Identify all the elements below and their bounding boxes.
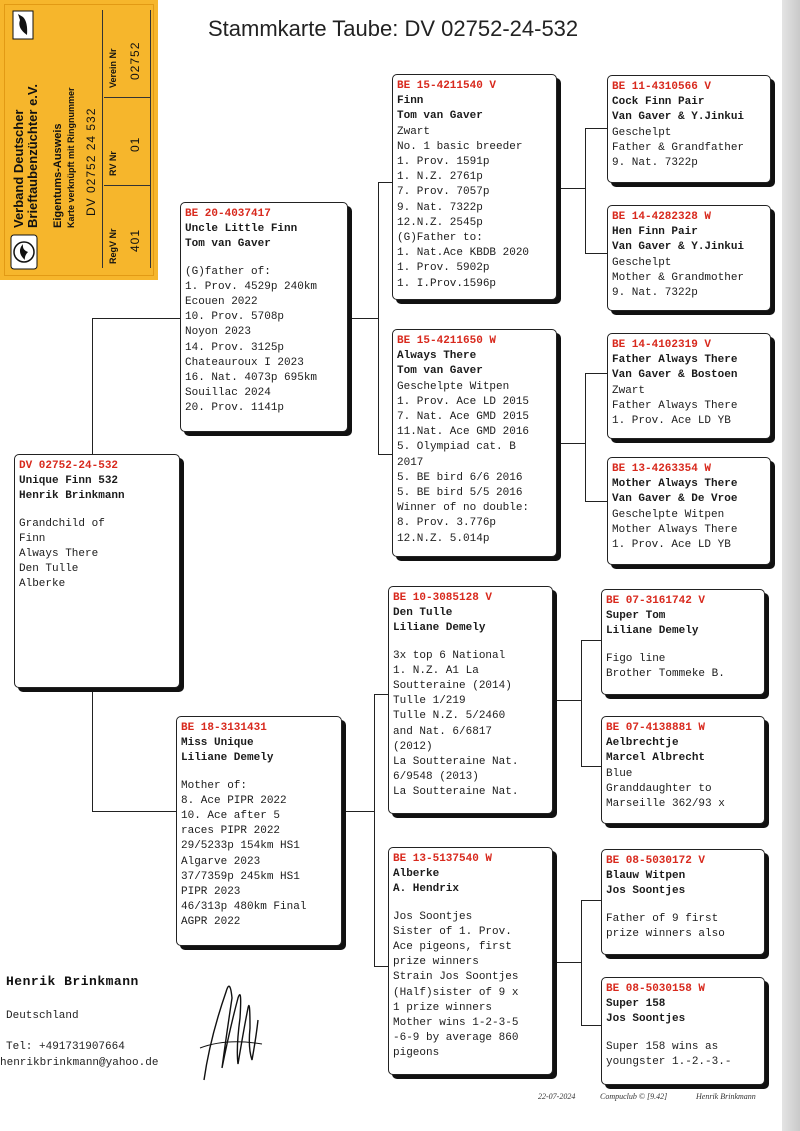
info-line: Ace pigeons, first (393, 941, 512, 954)
info-line: Super 158 wins as (606, 1040, 719, 1053)
info-line: 5. BE bird 5/5 2016 (397, 487, 523, 500)
handwritten-signature (196, 968, 266, 1088)
sire-box (180, 202, 348, 432)
connector-line (585, 373, 586, 501)
breeder-country: Deutschland (6, 1010, 79, 1022)
card-divider (150, 10, 151, 268)
info-line: Father & Grandfather (612, 141, 745, 154)
card-org-line2: Brieftaubenzüchter e.V. (25, 83, 40, 228)
info-line: (G)Father to: (397, 232, 483, 245)
ring-number: DV 02752-24-532 (19, 460, 119, 472)
info-line: 1. Prov. Ace LD 2015 (397, 395, 530, 408)
connector-line (374, 694, 388, 695)
breeder-name: Van Gaver & Y.Jinkui (612, 111, 745, 124)
info-line: 46/313p 480km Final (181, 901, 307, 914)
info-line: 1. Prov. Ace LD YB (612, 539, 731, 552)
info-line: Geschelpt (612, 256, 672, 269)
connector-line (348, 318, 378, 319)
info-line: 1. Prov. Ace LD YB (612, 415, 731, 428)
breeder-name: Van Gaver & Y.Jinkui (612, 241, 745, 254)
info-line: Soutteraine (2014) (393, 680, 512, 693)
breeder-name: Jos Soontjes (606, 885, 686, 898)
breeder-name: Van Gaver & Bostoen (612, 369, 738, 382)
dam-sire-box (388, 586, 553, 814)
info-line: Always There (19, 548, 99, 561)
dam-dam-dam-box (601, 977, 765, 1085)
connector-line (374, 694, 375, 966)
info-line: Winner of no double: (397, 502, 530, 515)
info-line: Marseille 362/93 x (606, 798, 725, 811)
info-line: 14. Prov. 3125p (185, 341, 285, 354)
page-title: Stammkarte Taube: DV 02752-24-532 (208, 16, 579, 41)
connector-line (378, 182, 392, 183)
breeder-name: Tom van Gaver (397, 110, 483, 123)
dam-sire-sire-box (601, 589, 765, 695)
breeder-name: Henrik Brinkmann (19, 490, 125, 503)
ring-number: BE 10-3085128 V (393, 592, 493, 604)
pigeon-name: Aelbrechtje (606, 737, 679, 750)
info-line: No. 1 basic breeder (397, 140, 523, 153)
card-title: Eigentums-Ausweis (52, 123, 64, 228)
info-line: prize winners (393, 956, 479, 969)
card-rv-label: RV Nr (108, 151, 118, 176)
connector-line (378, 182, 379, 454)
info-line: 37/7359p 245km HS1 (181, 870, 300, 883)
info-line: Geschelpt (612, 126, 672, 139)
spacer (393, 898, 548, 910)
info-line: 1. Prov. 1591p (397, 156, 490, 169)
pigeon-name: Super Tom (606, 610, 666, 623)
pigeon-name: Super 158 (606, 998, 666, 1011)
connector-line (585, 128, 586, 253)
info-line: Granddaughter to (606, 782, 712, 795)
breeder-name: Jos Soontjes (606, 1013, 686, 1026)
connector-line (557, 188, 585, 189)
info-line: 10. Ace after 5 (181, 810, 281, 823)
info-line: Tulle 1/219 (393, 695, 466, 708)
info-line: 5. Olympiad cat. B (397, 441, 516, 454)
ring-number: BE 13-4263354 W (612, 463, 712, 475)
breeder-name: Liliane Demely (181, 752, 274, 765)
ring-number: BE 14-4102319 V (612, 339, 712, 351)
card-divider (104, 185, 150, 186)
info-line: La Soutteraine Nat. (393, 756, 519, 769)
info-line: -6-9 by average 860 (393, 1032, 519, 1045)
info-line: Grandchild of (19, 517, 105, 530)
info-line: Tulle N.Z. 5/2460 (393, 710, 506, 723)
info-line: and Nat. 6/6817 (393, 725, 493, 738)
pigeon-name: Father Always There (612, 354, 738, 367)
breeder-name: Tom van Gaver (185, 238, 271, 251)
info-line: races PIPR 2022 (181, 825, 281, 838)
info-line: 9. Nat. 7322p (612, 287, 698, 300)
info-line: Father of 9 first (606, 912, 719, 925)
info-line: Mother of: (181, 779, 248, 792)
info-line: 8. Prov. 3.776p (397, 517, 497, 530)
footer-date: 22-07-2024 (538, 1092, 576, 1101)
info-line: (G)father of: (185, 265, 271, 278)
footer-software: Compuclub © [9.42] (600, 1092, 668, 1101)
info-line: Strain Jos Soontjes (393, 971, 519, 984)
connector-line (92, 318, 93, 456)
info-line: Figo line (606, 652, 666, 665)
info-line: 1. N.Z. A1 La (393, 664, 479, 677)
info-line: Geschelpte Witpen (612, 508, 725, 521)
connector-line (92, 318, 181, 319)
association-logo-icon (10, 234, 38, 270)
info-line: (Half)sister of 9 x (393, 986, 519, 999)
sire-dam-box (392, 329, 557, 557)
info-line: Algarve 2023 (181, 855, 261, 868)
connector-line (553, 962, 581, 963)
connector-line (585, 373, 607, 374)
info-line: Noyon 2023 (185, 326, 252, 339)
breeder-email: henrikbrinkmann@yahoo.de (0, 1057, 159, 1069)
info-line: 9. Nat. 7322p (612, 157, 698, 170)
info-line: Alberke (19, 578, 66, 591)
info-line: Father Always There (612, 399, 738, 412)
connector-line (585, 128, 607, 129)
info-line: Mother Always There (612, 523, 738, 536)
connector-line (581, 640, 601, 641)
breeder-name: Marcel Albrecht (606, 752, 706, 765)
info-line: Blue (606, 767, 633, 780)
spacer (606, 640, 760, 652)
connector-line (581, 900, 601, 901)
info-line: 8. Ace PIPR 2022 (181, 794, 287, 807)
connector-line (581, 900, 582, 1025)
info-line: Den Tulle (19, 563, 79, 576)
info-line: 1. Nat.Ace KBDB 2020 (397, 247, 530, 260)
pigeon-name: Hen Finn Pair (612, 226, 698, 239)
ring-number: BE 15-4211650 W (397, 335, 497, 347)
pigeon-name: Den Tulle (393, 607, 453, 620)
info-line: PIPR 2023 (181, 886, 241, 899)
info-line: pigeons (393, 1047, 440, 1060)
pigeon-name: Alberke (393, 868, 440, 881)
ring-number: BE 07-3161742 V (606, 595, 706, 607)
info-line: AGPR 2022 (181, 916, 241, 929)
info-line: Zwart (612, 384, 646, 397)
page-edge-shadow (782, 0, 800, 1131)
ownership-card-content (4, 4, 154, 276)
connector-line (342, 811, 374, 812)
card-verein-value: 02752 (128, 41, 142, 80)
breeder-phone: Tel: +491731907664 (6, 1041, 125, 1053)
info-line: Ecouen 2022 (185, 296, 258, 309)
connector-line (553, 700, 581, 701)
info-line: 12.N.Z. 5.014p (397, 532, 490, 545)
info-line: 1 prize winners (393, 1001, 493, 1014)
spacer (393, 637, 548, 649)
info-line: 1. I.Prov.1596p (397, 277, 497, 290)
ring-number: BE 08-5030158 W (606, 983, 706, 995)
card-divider (104, 97, 150, 98)
info-line: 3x top 6 National (393, 649, 506, 662)
info-line: 11.Nat. Ace GMD 2016 (397, 426, 530, 439)
card-ring-number: DV 02752 24 532 (84, 107, 98, 216)
connector-line (92, 688, 93, 811)
connector-line (581, 640, 582, 766)
info-line: 1. N.Z. 2761p (397, 171, 483, 184)
ring-number: BE 14-4282328 W (612, 211, 712, 223)
info-line: 16. Nat. 4073p 695km (185, 372, 318, 385)
pigeon-name: Mother Always There (612, 478, 738, 491)
pigeon-name: Always There (397, 350, 477, 363)
info-line: Jos Soontjes (393, 910, 473, 923)
card-subtitle: Karte verknüpft mit Ringnummer (66, 87, 76, 228)
info-line: 7. Prov. 7057p (397, 186, 490, 199)
info-line: 6/9548 (2013) (393, 771, 479, 784)
sire-sire-dam-box (607, 205, 771, 311)
info-line: 5. BE bird 6/6 2016 (397, 471, 523, 484)
info-line: Souillac 2024 (185, 387, 271, 400)
pigeon-name: Cock Finn Pair (612, 96, 705, 109)
info-line: Mother wins 1-2-3-5 (393, 1017, 519, 1030)
card-regv-label: RegV Nr (108, 228, 118, 264)
ring-number: BE 11-4310566 V (612, 81, 712, 93)
breeder-name: Henrik Brinkmann (6, 974, 139, 989)
info-line: prize winners also (606, 927, 725, 940)
sire-sire-box (392, 74, 557, 300)
breeder-name: Liliane Demely (393, 622, 486, 635)
pigeon-name: Miss Unique (181, 737, 254, 750)
info-line: Finn (19, 532, 46, 545)
info-line: Chateauroux I 2023 (185, 356, 304, 369)
breeder-name: Van Gaver & De Vroe (612, 493, 738, 506)
breeder-name: A. Hendrix (393, 883, 460, 896)
sire-sire-sire-box (607, 75, 771, 183)
info-line: (2012) (393, 740, 433, 753)
info-line: 12.N.Z. 2545p (397, 216, 483, 229)
dam-dam-sire-box (601, 849, 765, 955)
pigeon-icon (12, 10, 34, 40)
subject-pigeon-box (14, 454, 180, 688)
card-verein-label: Verein Nr (108, 48, 118, 88)
info-line: 29/5233p 154km HS1 (181, 840, 300, 853)
info-line: Zwart (397, 125, 431, 138)
sire-dam-sire-box (607, 333, 771, 439)
ring-number: BE 07-4138881 W (606, 722, 706, 734)
pigeon-name: Uncle Little Finn (185, 223, 298, 236)
ring-number: BE 20-4037417 (185, 208, 271, 220)
dam-box (176, 716, 342, 946)
info-line: Mother & Grandmother (612, 271, 745, 284)
pigeon-name: Unique Finn 532 (19, 475, 119, 488)
connector-line (557, 443, 585, 444)
info-line: 20. Prov. 1141p (185, 402, 285, 415)
card-divider (102, 10, 103, 268)
pigeon-name: Blauw Witpen (606, 870, 686, 883)
ring-number: BE 08-5030172 V (606, 855, 706, 867)
ring-number: BE 15-4211540 V (397, 80, 497, 92)
sire-dam-dam-box (607, 457, 771, 565)
breeder-name: Tom van Gaver (397, 365, 483, 378)
connector-line (581, 766, 601, 767)
info-line: Geschelpte Witpen (397, 380, 510, 393)
spacer (19, 505, 175, 517)
info-line: 2017 (397, 456, 424, 469)
info-line: 1. Prov. 5902p (397, 262, 490, 275)
breeder-name: Liliane Demely (606, 625, 699, 638)
ring-number: BE 18-3131431 (181, 722, 267, 734)
info-line: 9. Nat. 7322p (397, 201, 483, 214)
connector-line (585, 501, 607, 502)
spacer (606, 1028, 760, 1040)
connector-line (92, 811, 177, 812)
card-rv-value: 01 (128, 136, 142, 152)
card-org-line1: Verband Deutscher (11, 109, 26, 228)
spacer (606, 900, 760, 912)
info-line: 1. Prov. 4529p 240km (185, 280, 318, 293)
ring-number: BE 13-5137540 W (393, 853, 493, 865)
dam-dam-box (388, 847, 553, 1075)
footer-owner: Henrik Brinkmann (696, 1092, 756, 1101)
connector-line (585, 253, 607, 254)
info-line: La Soutteraine Nat. (393, 786, 519, 799)
connector-line (581, 1025, 601, 1026)
info-line: Brother Tommeke B. (606, 667, 725, 680)
connector-line (378, 454, 392, 455)
spacer (181, 767, 337, 779)
info-line: 10. Prov. 5708p (185, 311, 285, 324)
connector-line (374, 966, 388, 967)
pigeon-name: Finn (397, 95, 424, 108)
info-line: 7. Nat. Ace GMD 2015 (397, 411, 530, 424)
info-line: Sister of 1. Prov. (393, 925, 512, 938)
ownership-card (0, 0, 158, 280)
dam-sire-dam-box (601, 716, 765, 824)
spacer (185, 253, 343, 265)
card-regv-value: 401 (128, 228, 142, 252)
info-line: youngster 1.-2.-3.- (606, 1055, 732, 1068)
